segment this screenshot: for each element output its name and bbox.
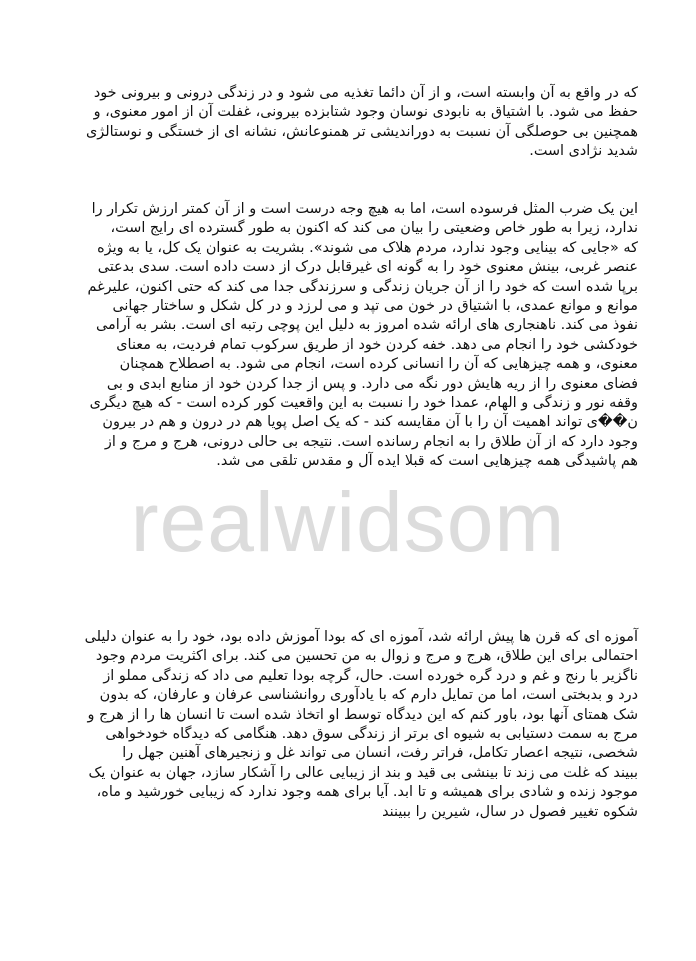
text-line: ن��ی تواند اهمیت آن را با آن مقایسه کند - که یک اصل پویا هم در درون و هم در بیرون [102, 414, 638, 431]
paragraph-3 [60, 628, 638, 822]
paragraph-1 [60, 84, 638, 162]
text-line: ببیند که غلت می زند تا بینشی بی قید و بند از زیبایی عالی را آشکار سازد، جهان به عنوان یک [88, 764, 638, 781]
text-line: موجود زنده و شادی برای همیشه و تا ابد. آیا برای همه وجود ندارد که زیبایی خورشید و ماه، [96, 784, 638, 801]
text-line: معنوی، و همه چیزهایی که آن را انسانی کرده است، انجام می شود. به اصطلاح همچنان [119, 356, 638, 373]
text-line: خودکشی خود را انجام می دهد. خفه کردن خود از طریق سرکوب تمام فردیت، به معنای [116, 336, 638, 353]
text-line: ندارد، زیرا به طور خاص وضعیتی را بیان می کند که اکنون به طور گسترده ای رایج است، [110, 220, 638, 237]
text-line: احتمالی برای این طلاق، هرج و مرج و زوال به من تحسین می کند. برای اکثریت مردم وجود [95, 648, 638, 665]
text-line: موانع و موانع عمدی، با اشتیاق در خون می تپد و می لرزد و در کل شکل و ساختار جهانی [112, 298, 638, 315]
watermark: realwidsom [130, 475, 566, 569]
text-line: شدید نژادی است. [529, 143, 638, 160]
text-line: همچنین بی حوصلگی آن نسبت به دوراندیشی تر همنوعانش، نشانه ای از خستگی و نوستالژی [86, 123, 638, 140]
text-line: این یک ضرب المثل فرسوده است، اما به هیچ وجه درست است و از آن کمتر ارزش تکرار را [91, 201, 638, 217]
text-line: آموزه ای که قرن ها پیش ارائه شد، آموزه ای که بودا آموزش داده بود، خود را به عنوان دلیلی [84, 629, 638, 645]
text-line: نفوذ می کند. ناهنجاری های ارائه شده امروز به دلیل این پوچی رتبه ای است. بشر به آرامی [96, 317, 638, 334]
text-line: حفظ می شود. با اشتیاق به نابودی نوسان وجود شتابزده بیرونی، غفلت آن از امور معنوی، و [93, 104, 638, 121]
text-line: شکوه تغییر فصول در سال، شیرین را ببینند [382, 803, 638, 820]
text-line: مرج به سمت دستیابی به شیوه ای برتر از زندگی سوق دهد. هنگامی که دیدگاه خودخواهی [105, 726, 638, 743]
text-line: هم پاشیدگی همه چیزهایی است که قبلا ایده آل و مقدس تلقی می شد. [216, 453, 638, 470]
text-line: وقفه نور و زندگی و الهام، عمدا خود را نسبت به این واقعیت کور کرده است - که هیچ دیگری [89, 395, 638, 412]
text-line: شک همتای آنها بود، باور کنم که این دیدگاه توسط او اتخاذ شده است تا انسان ها را از هرج و [87, 706, 638, 723]
text-line: وجود دارد که از آن طلاق را به انجام رسانده است. نتیجه بی حالی درونی، هرج و مرج و از [104, 433, 638, 450]
text-line: فضای معنوی را از ریه هایش دور نگه می دارد. و پس از جدا کردن خود از منابع ابدی و بی [106, 375, 638, 392]
text-line: که در واقع به آن وابسته است، و از آن دائما تغذیه می شود و در زندگی درونی و بیرونی خود [93, 85, 638, 101]
text-line: که «جایی که بینایی وجود ندارد، مردم هلاک می شوند». بشریت به عنوان یک کل، یا به ویژه [97, 239, 638, 256]
text-line: برپا شده است که خود را از آن جریان زندگی و سرزندگی جدا می کند که حتی اکنون، علیرغم [87, 278, 638, 295]
paragraph-2 [60, 200, 638, 472]
text-line: ناگزیر با رنج و غم و درد گره خورده است. حال، گرچه بودا تعلیم می داد که زندگی مملو از [103, 667, 638, 684]
text-line: عنصر غربی، بینش معنوی خود را به گونه ای غیرقابل درک از دست داده است. سدی بدعتی [97, 259, 638, 276]
text-line: درد و بدبختی است، اما من تمایل دارم که با یادآوری روانشناسی عرفان و عارفان، که بدون [99, 687, 638, 704]
text-line: شخصی، نتیجه اعصار تکامل، فراتر رفت، انسان می تواند غل و زنجیرهای آهنین جهل را [122, 745, 638, 762]
